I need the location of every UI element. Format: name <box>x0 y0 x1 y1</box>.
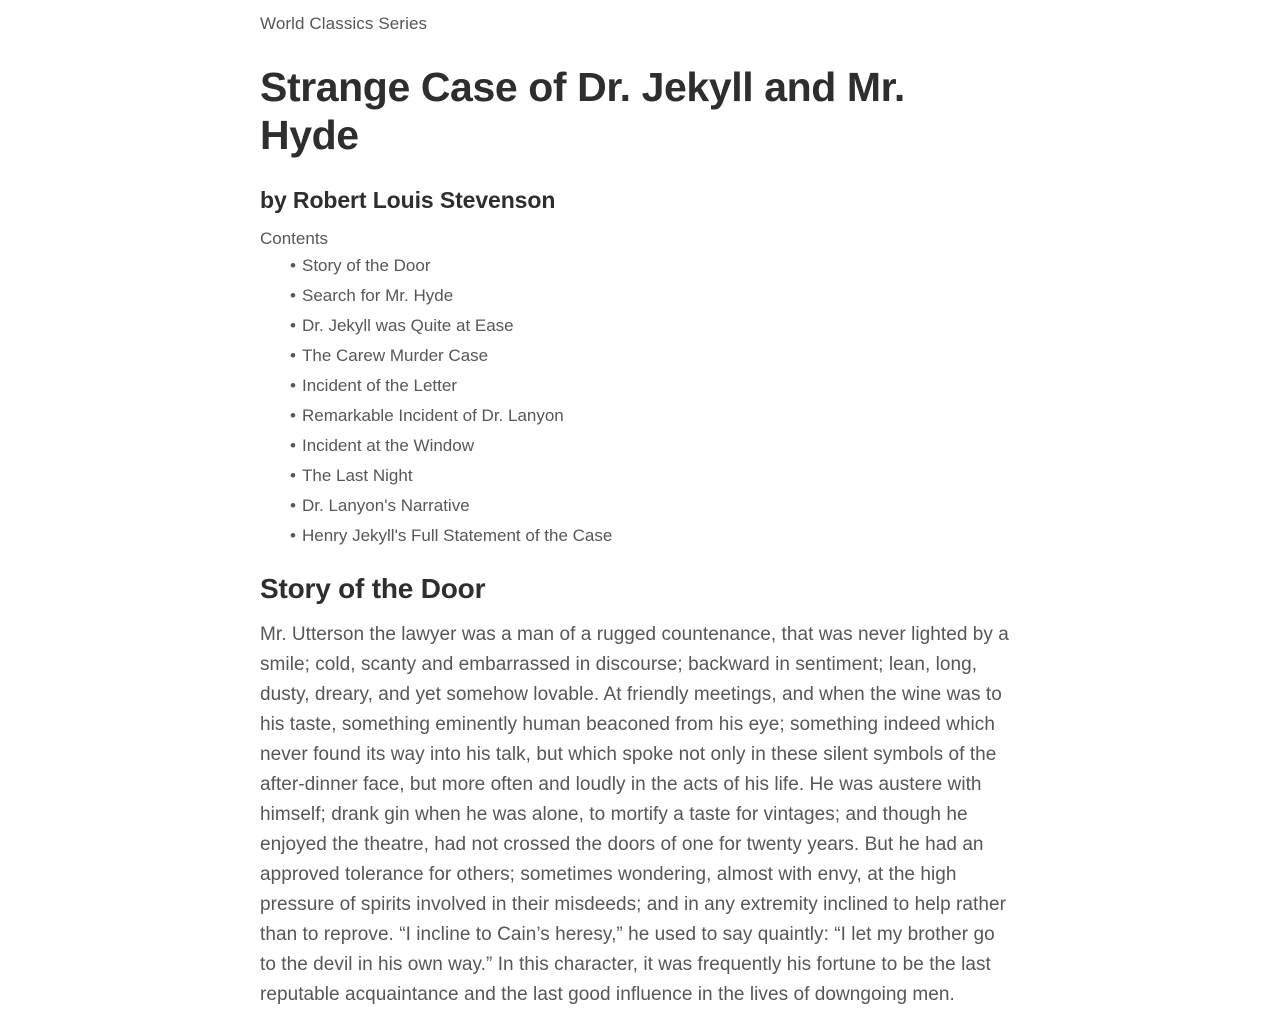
bullet-icon: • <box>290 526 296 545</box>
contents-item-label: Remarkable Incident of Dr. Lanyon <box>302 406 564 425</box>
list-item[interactable] <box>290 491 1012 521</box>
list-item[interactable] <box>290 251 1012 281</box>
list-item[interactable] <box>290 461 1012 491</box>
series-label: World Classics Series <box>260 14 428 33</box>
bullet-icon: • <box>290 496 296 515</box>
contents-item-label: Dr. Jekyll was Quite at Ease <box>302 316 514 335</box>
content-column <box>260 0 1012 1010</box>
contents-item-label: The Last Night <box>302 466 413 485</box>
chapter-body-paragraph: Mr. Utterson the lawyer was a man of a rugged countenance, that was never lighted by a smile; cold, scanty and embarrassed in discourse; backward in sentiment; lean, long, dusty, dreary, and yet somehow lovable. At friendly meetings, and when the wine was to his taste, something eminently human beaconed from his eye; something indeed which never found its way into his talk, but which spoke not only in these silent symbols of the after-dinner face, but more often and loudly in the acts of his life. He was austere with himself; drank gin when he was alone, to mortify a taste for vintages; and though he enjoyed the theatre, had not crossed the doors of one for twenty years. But he had an approved tolerance for others; sometimes wondering, almost with envy, at the high pressure of spirits involved in their misdeeds; and in any extremity inclined to help rather than to reprove. “I incline to Cain’s heresy,” he used to say quaintly: “I let my brother go to the devil in his own way.” In this character, it was frequently his fortune to be the last reputable acquaintance and the last good influence in the lives of downgoing men. <box>260 624 1009 1005</box>
contents-item-label: The Carew Murder Case <box>302 346 489 365</box>
bullet-icon: • <box>290 346 296 365</box>
contents-item-label: Incident of the Letter <box>302 376 457 395</box>
bullet-icon: • <box>290 406 296 425</box>
bullet-icon: • <box>290 436 296 455</box>
table-of-contents <box>260 251 1012 551</box>
contents-item-label: Incident at the Window <box>302 436 474 455</box>
bullet-icon: • <box>290 466 296 485</box>
list-item[interactable] <box>290 401 1012 431</box>
list-item[interactable] <box>290 311 1012 341</box>
list-item[interactable] <box>290 281 1012 311</box>
bullet-icon: • <box>290 316 296 335</box>
contents-item-label: Henry Jekyll's Full Statement of the Case <box>302 526 613 545</box>
bullet-icon: • <box>290 256 296 275</box>
bullet-icon: • <box>290 376 296 395</box>
list-item[interactable] <box>290 431 1012 461</box>
page-title: Strange Case of Dr. Jekyll and Mr. Hyde <box>260 64 905 158</box>
author-byline: by Robert Louis Stevenson <box>260 187 556 213</box>
list-item[interactable] <box>290 521 1012 551</box>
contents-item-label: Search for Mr. Hyde <box>302 286 454 305</box>
contents-label: Contents <box>260 229 329 248</box>
list-item[interactable] <box>290 371 1012 401</box>
contents-item-label: Story of the Door <box>302 256 431 275</box>
contents-item-label: Dr. Lanyon's Narrative <box>302 496 470 515</box>
bullet-icon: • <box>290 286 296 305</box>
chapter-heading: Story of the Door <box>260 573 486 604</box>
list-item[interactable] <box>290 341 1012 371</box>
